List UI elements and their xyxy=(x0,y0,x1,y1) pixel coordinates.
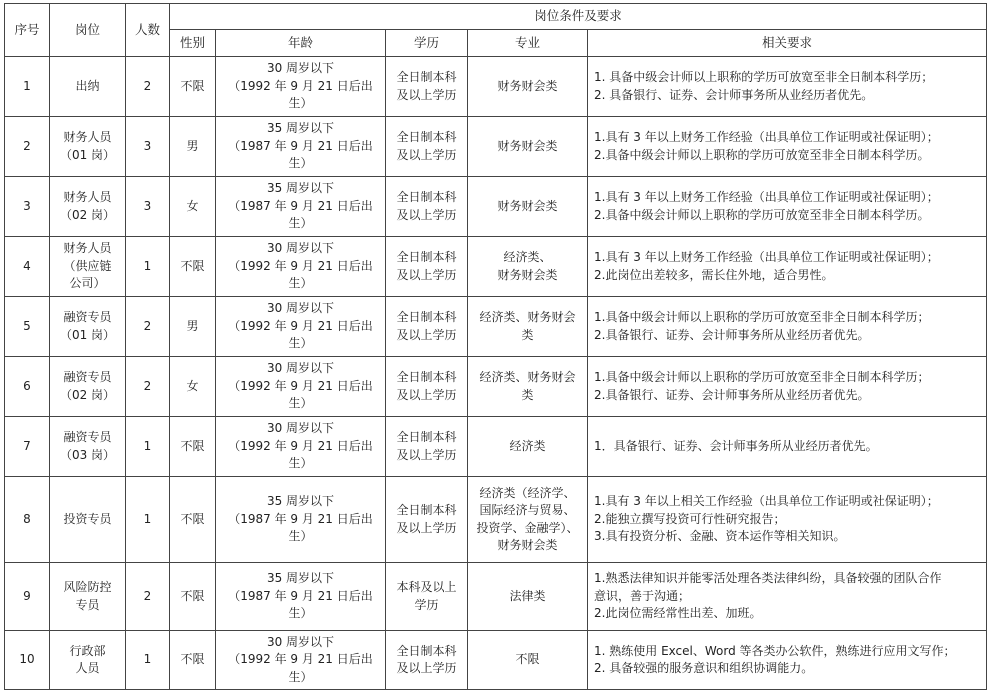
cell-requirements xyxy=(588,477,987,563)
cell-position-line: （02 岗） xyxy=(59,387,116,402)
cell-age-line: 30 周岁以下 xyxy=(266,634,335,649)
cell-gender xyxy=(170,57,216,117)
cell-count xyxy=(126,177,170,237)
cell-major-line: 财务财会类 xyxy=(497,537,558,552)
cell-requirements xyxy=(588,177,987,237)
cell-position-line: 融资专员 xyxy=(63,310,112,325)
cell-age xyxy=(216,563,386,631)
cell-position xyxy=(50,563,126,631)
cell-major xyxy=(468,57,588,117)
cell-no xyxy=(5,237,50,297)
cell-age-line: （1987 年 9 月 21 日后出 xyxy=(228,511,373,526)
cell-age-line: （1992 年 9 月 21 日后出 xyxy=(228,258,373,273)
cell-major xyxy=(468,117,588,177)
cell-education xyxy=(386,631,468,690)
header-requirements: 相关要求 xyxy=(588,30,987,57)
cell-no-line: 4 xyxy=(23,258,31,273)
cell-requirements-line: 3.具有投资分析、金融、资本运作等相关知识。 xyxy=(594,529,846,544)
cell-age-line: 生） xyxy=(288,96,313,111)
cell-major xyxy=(468,417,588,477)
cell-requirements-line: 2. 具备银行、证券、会计师事务所从业经历者优先。 xyxy=(594,87,874,102)
cell-position xyxy=(50,631,126,690)
cell-position xyxy=(50,57,126,117)
header-position: 岗位 xyxy=(50,4,126,57)
cell-count xyxy=(126,117,170,177)
cell-age-line: 生） xyxy=(288,669,313,684)
cell-no xyxy=(5,117,50,177)
cell-no-line: 1 xyxy=(23,78,31,93)
cell-major-line: 不限 xyxy=(515,652,540,667)
table-row xyxy=(5,631,987,690)
cell-major-line: 投资学、金融学）、 xyxy=(476,520,579,535)
cell-age-line: （1992 年 9 月 21 日后出 xyxy=(228,652,373,667)
cell-gender-line: 不限 xyxy=(180,78,205,93)
table-row xyxy=(5,297,987,357)
cell-position xyxy=(50,357,126,417)
cell-education xyxy=(386,477,468,563)
cell-requirements-line: 2.具备银行、证券、会计师事务所从业经历者优先。 xyxy=(594,387,870,402)
cell-position-line: 投资专员 xyxy=(63,511,112,526)
cell-gender xyxy=(170,237,216,297)
cell-position-line: 人员 xyxy=(75,661,100,675)
cell-gender xyxy=(170,357,216,417)
cell-gender xyxy=(170,477,216,563)
cell-age-line: 生） xyxy=(288,396,313,411)
cell-education-line: 及以上学历 xyxy=(396,520,457,535)
header-gender: 性别 xyxy=(170,30,216,57)
cell-requirements xyxy=(588,237,987,297)
cell-education-line: 本科及以上 xyxy=(396,580,457,595)
cell-count-line: 3 xyxy=(143,198,152,213)
cell-education-line: 及以上学历 xyxy=(396,87,457,102)
cell-age-line: 35 周岁以下 xyxy=(266,181,335,196)
cell-position xyxy=(50,177,126,237)
cell-major-line: 经济类、 xyxy=(503,250,552,265)
cell-gender-line: 不限 xyxy=(180,438,205,453)
cell-major-line: 经济类、财务财会 xyxy=(479,370,576,385)
cell-education xyxy=(386,563,468,631)
cell-position-line: （01 岗） xyxy=(59,147,116,162)
cell-age xyxy=(216,297,386,357)
cell-count-line: 1 xyxy=(143,652,152,667)
cell-position-line: 公司） xyxy=(69,276,106,291)
cell-requirements-line: 2.具备中级会计师以上职称的学历可放宽至非全日制本科学历。 xyxy=(594,147,930,162)
cell-position-line: （供应链 xyxy=(63,258,112,273)
cell-major-line: 经济类 xyxy=(509,438,546,453)
cell-gender xyxy=(170,563,216,631)
cell-requirements-line: 2. 具备较强的服务意识和组织协调能力。 xyxy=(594,661,814,675)
cell-age-line: （1987 年 9 月 21 日后出 xyxy=(228,198,373,213)
cell-count-line: 2 xyxy=(143,78,152,93)
cell-no xyxy=(5,563,50,631)
cell-requirements-line: 1. 具备中级会计师以上职称的学历可放宽至非全日制本科学历； xyxy=(594,70,934,85)
cell-age-line: 生） xyxy=(288,216,313,231)
cell-age xyxy=(216,177,386,237)
cell-no-line: 8 xyxy=(23,511,31,526)
table-body xyxy=(5,57,987,690)
cell-requirements-line: 2.能独立撰写投资可行性研究报告； xyxy=(594,511,786,526)
cell-education-line: 全日制本科 xyxy=(396,310,457,325)
cell-major xyxy=(468,177,588,237)
table-row xyxy=(5,357,987,417)
cell-no-line: 7 xyxy=(23,438,31,453)
cell-age-line: （1992 年 9 月 21 日后出 xyxy=(228,318,373,333)
table-row xyxy=(5,417,987,477)
cell-major-line: 经济类（经济学、 xyxy=(479,485,576,500)
cell-age-line: 30 周岁以下 xyxy=(266,301,335,316)
cell-education-line: 及以上学历 xyxy=(396,447,457,462)
cell-count-line: 1 xyxy=(143,511,152,526)
cell-requirements xyxy=(588,417,987,477)
cell-education xyxy=(386,237,468,297)
cell-position xyxy=(50,297,126,357)
cell-count xyxy=(126,357,170,417)
cell-position-line: （02 岗） xyxy=(59,207,116,222)
cell-education-line: 全日制本科 xyxy=(396,250,457,265)
cell-no-line: 3 xyxy=(23,198,31,213)
cell-age-line: 30 周岁以下 xyxy=(266,61,335,76)
cell-major xyxy=(468,237,588,297)
cell-requirements xyxy=(588,297,987,357)
cell-no xyxy=(5,631,50,690)
cell-major xyxy=(468,357,588,417)
cell-requirements xyxy=(588,631,987,690)
cell-education xyxy=(386,177,468,237)
cell-education-line: 全日制本科 xyxy=(396,370,457,385)
cell-major-line: 财务财会类 xyxy=(497,267,558,282)
cell-age-line: （1992 年 9 月 21 日后出 xyxy=(228,78,373,93)
header-age: 年龄 xyxy=(216,30,386,57)
cell-education-line: 学历 xyxy=(414,597,439,612)
cell-no xyxy=(5,357,50,417)
cell-requirements-line: 2.具备中级会计师以上职称的学历可放宽至非全日制本科学历。 xyxy=(594,207,930,222)
cell-age xyxy=(216,417,386,477)
cell-count xyxy=(126,297,170,357)
cell-no xyxy=(5,477,50,563)
cell-requirements-line: 1. 熟练使用 Excel、Word 等各类办公软件，熟练进行应用文写作； xyxy=(594,643,956,658)
cell-no xyxy=(5,177,50,237)
cell-requirements-line: 1.具备中级会计师以上职称的学历可放宽至非全日制本科学历； xyxy=(594,370,930,385)
cell-position-line: 财务人员 xyxy=(63,241,112,256)
cell-requirements-line: 1.具有 3 年以上相关工作经验（出具单位工作证明或社保证明）； xyxy=(594,494,939,509)
recruitment-table xyxy=(4,3,987,690)
cell-count xyxy=(126,477,170,563)
cell-position-line: 出纳 xyxy=(75,78,100,93)
cell-requirements-line: 2.此岗位出差较多，需长住外地，适合男性。 xyxy=(594,267,834,282)
cell-requirements-line: 1.具有 3 年以上财务工作经验（出具单位工作证明或社保证明）； xyxy=(594,130,939,145)
cell-requirements-line: 1.具有 3 年以上财务工作经验（出具单位工作证明或社保证明）； xyxy=(594,250,939,265)
cell-age-line: 30 周岁以下 xyxy=(266,361,335,376)
cell-education-line: 全日制本科 xyxy=(396,70,457,85)
cell-age-line: （1987 年 9 月 21 日后出 xyxy=(228,138,373,153)
cell-gender-line: 不限 xyxy=(180,652,205,667)
header-education: 学历 xyxy=(386,30,468,57)
cell-count xyxy=(126,563,170,631)
cell-age-line: 30 周岁以下 xyxy=(266,241,335,256)
cell-education-line: 及以上学历 xyxy=(396,387,457,402)
cell-requirements xyxy=(588,117,987,177)
cell-education xyxy=(386,297,468,357)
cell-education-line: 全日制本科 xyxy=(396,190,457,205)
cell-education xyxy=(386,357,468,417)
table-row xyxy=(5,177,987,237)
cell-major-line: 经济类、财务财会 xyxy=(479,310,576,325)
cell-position-line: 融资专员 xyxy=(63,370,112,385)
cell-requirements-line: 1.具有 3 年以上财务工作经验（出具单位工作证明或社保证明）； xyxy=(594,190,939,205)
cell-position-line: （01 岗） xyxy=(59,327,116,342)
cell-age-line: 生） xyxy=(288,456,313,471)
cell-gender-line: 不限 xyxy=(180,258,205,273)
cell-education-line: 及以上学历 xyxy=(396,207,457,222)
cell-age-line: 生） xyxy=(288,276,313,291)
cell-requirements xyxy=(588,57,987,117)
cell-age-line: （1992 年 9 月 21 日后出 xyxy=(228,378,373,393)
cell-age-line: 35 周岁以下 xyxy=(266,121,335,136)
cell-requirements-line: 1.熟悉法律知识并能零活处理各类法律纠纷，具备较强的团队合作 xyxy=(594,571,942,586)
cell-major-line: 法律类 xyxy=(509,588,546,603)
cell-position xyxy=(50,237,126,297)
cell-gender xyxy=(170,417,216,477)
cell-major-line: 国际经济与贸易、 xyxy=(479,503,576,518)
cell-education-line: 全日制本科 xyxy=(396,130,457,145)
cell-age-line: 35 周岁以下 xyxy=(266,494,335,509)
cell-no-line: 10 xyxy=(19,652,35,667)
cell-requirements-line: 2.此岗位需经常性出差、加班。 xyxy=(594,606,762,621)
cell-age-line: 35 周岁以下 xyxy=(266,571,335,586)
cell-age xyxy=(216,57,386,117)
cell-education xyxy=(386,417,468,477)
cell-no-line: 5 xyxy=(23,318,31,333)
cell-position-line: 专员 xyxy=(75,597,100,612)
cell-gender xyxy=(170,631,216,690)
cell-gender-line: 不限 xyxy=(180,588,205,603)
cell-age-line: 生） xyxy=(288,606,313,621)
cell-count xyxy=(126,237,170,297)
cell-count-line: 1 xyxy=(143,258,152,273)
cell-count xyxy=(126,631,170,690)
cell-requirements-line: 1.具备中级会计师以上职称的学历可放宽至非全日制本科学历； xyxy=(594,310,930,325)
cell-position-line: 融资专员 xyxy=(63,430,112,445)
cell-gender xyxy=(170,117,216,177)
cell-age-line: （1987 年 9 月 21 日后出 xyxy=(228,588,373,603)
cell-age-line: 30 周岁以下 xyxy=(266,421,335,436)
cell-age-line: 生） xyxy=(288,336,313,351)
cell-education-line: 及以上学历 xyxy=(396,267,457,282)
cell-gender-line: 女 xyxy=(186,198,199,213)
cell-position-line: 行政部 xyxy=(69,643,106,658)
table-row xyxy=(5,57,987,117)
cell-no xyxy=(5,417,50,477)
cell-no xyxy=(5,57,50,117)
cell-education-line: 全日制本科 xyxy=(396,643,457,658)
header-count: 人数 xyxy=(126,4,170,57)
cell-position-line: 财务人员 xyxy=(63,190,112,205)
cell-major-line: 财务财会类 xyxy=(497,198,558,213)
cell-no-line: 6 xyxy=(23,378,31,393)
cell-requirements-line: 2.具备银行、证券、会计师事务所从业经历者优先。 xyxy=(594,327,870,342)
cell-count-line: 2 xyxy=(143,588,152,603)
table-row xyxy=(5,477,987,563)
cell-gender-line: 男 xyxy=(186,318,199,333)
cell-count-line: 3 xyxy=(143,138,152,153)
cell-major xyxy=(468,631,588,690)
cell-education-line: 及以上学历 xyxy=(396,327,457,342)
cell-gender-line: 男 xyxy=(186,138,199,153)
cell-education-line: 全日制本科 xyxy=(396,430,457,445)
cell-major-line: 财务财会类 xyxy=(497,78,558,93)
cell-position xyxy=(50,417,126,477)
cell-requirements xyxy=(588,563,987,631)
cell-major xyxy=(468,477,588,563)
cell-education xyxy=(386,117,468,177)
cell-major-line: 类 xyxy=(521,327,534,342)
table-row xyxy=(5,563,987,631)
cell-age-line: 生） xyxy=(288,156,313,171)
table-row xyxy=(5,117,987,177)
cell-gender xyxy=(170,177,216,237)
header-major: 专业 xyxy=(468,30,588,57)
cell-position-line: 财务人员 xyxy=(63,130,112,145)
cell-age xyxy=(216,117,386,177)
cell-education-line: 及以上学历 xyxy=(396,147,457,162)
cell-requirements-line: 1．具备银行、证券、会计师事务所从业经历者优先。 xyxy=(594,438,878,453)
cell-age xyxy=(216,237,386,297)
cell-count-line: 2 xyxy=(143,378,152,393)
cell-major-line: 财务财会类 xyxy=(497,138,558,153)
cell-education xyxy=(386,57,468,117)
cell-gender-line: 女 xyxy=(186,378,199,393)
cell-requirements-line: 意识，善于沟通； xyxy=(594,588,691,603)
cell-position-line: 风险防控 xyxy=(63,580,112,595)
cell-requirements xyxy=(588,357,987,417)
cell-position-line: （03 岗） xyxy=(59,447,116,462)
cell-gender xyxy=(170,297,216,357)
cell-position xyxy=(50,477,126,563)
cell-position xyxy=(50,117,126,177)
cell-major xyxy=(468,297,588,357)
cell-age xyxy=(216,631,386,690)
cell-age-line: （1992 年 9 月 21 日后出 xyxy=(228,438,373,453)
cell-no-line: 9 xyxy=(23,588,31,603)
cell-age-line: 生） xyxy=(288,529,313,544)
cell-gender-line: 不限 xyxy=(180,511,205,526)
cell-education-line: 全日制本科 xyxy=(396,503,457,518)
cell-no-line: 2 xyxy=(23,138,31,153)
cell-no xyxy=(5,297,50,357)
header-no: 序号 xyxy=(5,4,50,57)
cell-count-line: 2 xyxy=(143,318,152,333)
header-conditions-group: 岗位条件及要求 xyxy=(170,4,987,30)
cell-major xyxy=(468,563,588,631)
cell-age xyxy=(216,357,386,417)
cell-count xyxy=(126,57,170,117)
cell-count-line: 1 xyxy=(143,438,152,453)
cell-count xyxy=(126,417,170,477)
cell-age xyxy=(216,477,386,563)
cell-major-line: 类 xyxy=(521,387,534,402)
cell-education-line: 及以上学历 xyxy=(396,661,457,675)
table-row xyxy=(5,237,987,297)
